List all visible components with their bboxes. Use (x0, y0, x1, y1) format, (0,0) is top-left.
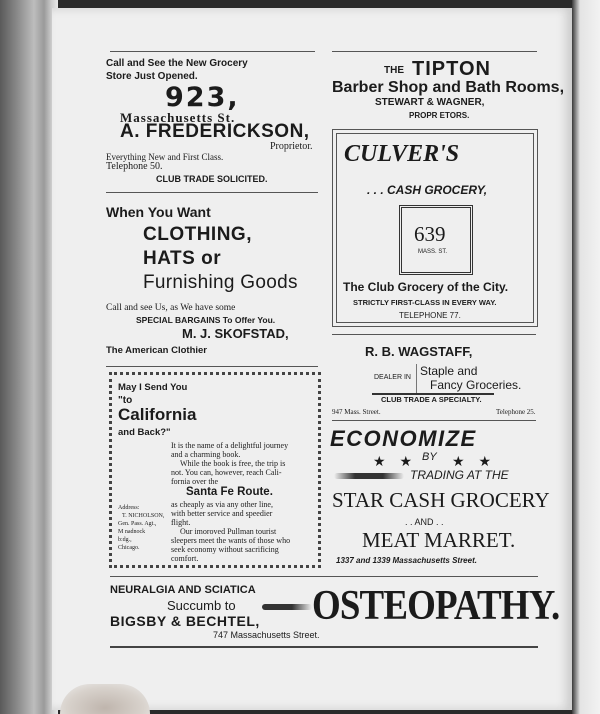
culver-sub: . . . CASH GROCERY, (367, 183, 488, 197)
cal-p8: flight. (171, 518, 191, 527)
star-swash (334, 473, 404, 479)
culver-slogan: The Club Grocery of the City. (343, 280, 509, 294)
skof-title: The American Clothier (106, 345, 208, 356)
skof-name: M. J. SKOFSTAD, (182, 326, 289, 341)
tipton-business: Barber Shop and Bath Rooms, (332, 79, 565, 96)
cal-route: Santa Fe Route. (186, 486, 273, 498)
tipton-the: THE (384, 65, 404, 76)
tipton-name: TIPTON (412, 58, 491, 80)
wag-phone: Telephone 25. (496, 408, 536, 416)
cal-p11: seek economy without sacrificing (171, 545, 279, 554)
ost-l2: Succumb to (167, 598, 236, 613)
fred-line1: Call and See the New Grocery (106, 58, 248, 69)
skof-bargains: SPECIAL BARGAINS To Offer You. (136, 315, 276, 325)
culver-phone: TELEPHONE 77. (399, 311, 461, 320)
skof-item2: HATS or (143, 248, 222, 269)
rule (110, 51, 315, 52)
wag-name: R. B. WAGSTAFF, (365, 344, 473, 359)
rule (106, 366, 318, 367)
cal-addr5: b:dg., (118, 537, 132, 543)
star-trading: TRADING AT THE (410, 468, 509, 482)
fred-role: Proprietor. (270, 141, 313, 152)
culver-strict: STRICTLY FIRST-CLASS IN EVERY WAY. (353, 298, 497, 307)
wag-bracket (416, 364, 417, 394)
wag-goods2: Fancy Groceries. (430, 378, 522, 392)
rule (332, 51, 537, 52)
ost-l1: NEURALGIA AND SCIATICA (110, 584, 256, 596)
cal-addr3: Gen. Pass. Agt., (118, 521, 157, 527)
wag-address: 947 Mass. Street. (332, 408, 381, 416)
cal-p1: It is the name of a delightful journey (171, 441, 289, 450)
cal-p12: comfort. (171, 554, 199, 563)
ost-big: OSTEOPATHY. (312, 583, 560, 629)
cal-q1: May I Send You (118, 382, 188, 393)
rule (332, 420, 536, 421)
rule (110, 576, 538, 577)
cal-p4: not. You can, however, reach Cali- (171, 468, 282, 477)
rule (106, 192, 318, 193)
fred-phone: Telephone 50. (106, 161, 163, 172)
cal-addr6: Chicago. (118, 545, 140, 551)
cal-addr2: T. NICHOLSON, (122, 513, 165, 519)
ost-swash (262, 604, 312, 610)
star-ornament-left: ★★ (373, 453, 427, 469)
wag-dealer: DEALER IN (374, 374, 411, 381)
cal-q3: and Back?" (118, 427, 171, 438)
cal-p2: and a charming book. (171, 450, 241, 459)
star-address: 1337 and 1339 Massachusetts Street. (336, 556, 477, 565)
star-by: BY (422, 451, 437, 463)
rule (332, 334, 536, 335)
book-spine (0, 0, 58, 714)
cal-p5: fornia over the (171, 477, 219, 486)
ost-l3: BIGSBY & BECHTEL, (110, 613, 260, 629)
fred-desc: Everything New and First Class. (106, 152, 224, 162)
culver-name: CULVER'S (344, 141, 460, 167)
fred-street: Massachusetts St. (120, 110, 236, 125)
cal-p7: with better service and speedier (171, 509, 273, 518)
cal-p3: While the book is free, the trip is (180, 459, 286, 468)
skof-call: Call and see Us, as We have some (106, 303, 236, 313)
cal-p10: sleepers meet the wants of those who (171, 536, 291, 545)
ost-l4: 747 Massachusetts Street. (213, 630, 320, 640)
skof-item1: CLOTHING, (143, 224, 252, 245)
cal-dest: California (118, 405, 197, 424)
fred-line2: Store Just Opened. (106, 71, 198, 82)
star-ornament-right: ★★ (452, 453, 506, 469)
tipton-owners: STEWART & WAGNER, (375, 97, 485, 108)
fred-number: 923, (165, 82, 240, 113)
cal-addr4: M nadnock (118, 529, 146, 535)
reader-thumb (60, 684, 150, 714)
star-meat: MEAT MARRET. (362, 528, 516, 552)
star-and: . . AND . . (405, 517, 444, 527)
cal-q2: "to (118, 395, 133, 406)
fred-tagline: CLUB TRADE SOLICITED. (156, 174, 268, 184)
star-economize: ECONOMIZE (330, 426, 477, 451)
skof-item3: Furnishing Goods (143, 272, 298, 293)
culver-number: 639 (414, 222, 446, 246)
fred-name: A. FREDERICKSON, (120, 121, 310, 142)
next-page-edge (572, 0, 600, 714)
culver-street: MASS. ST. (418, 249, 448, 255)
rule (110, 646, 538, 648)
cal-p9: Our imoroved Pullman tourist (180, 527, 277, 536)
star-name: STAR CASH GROCERY (332, 488, 550, 512)
tipton-role: PROPR ETORS. (409, 111, 470, 120)
wag-goods1: Staple and (420, 364, 478, 378)
wag-club: CLUB TRADE A SPECIALTY. (381, 395, 482, 404)
cal-addr1: Address: (118, 505, 140, 511)
cal-p6: as cheaply as via any other line, (171, 500, 273, 509)
skof-intro: When You Want (106, 204, 211, 220)
